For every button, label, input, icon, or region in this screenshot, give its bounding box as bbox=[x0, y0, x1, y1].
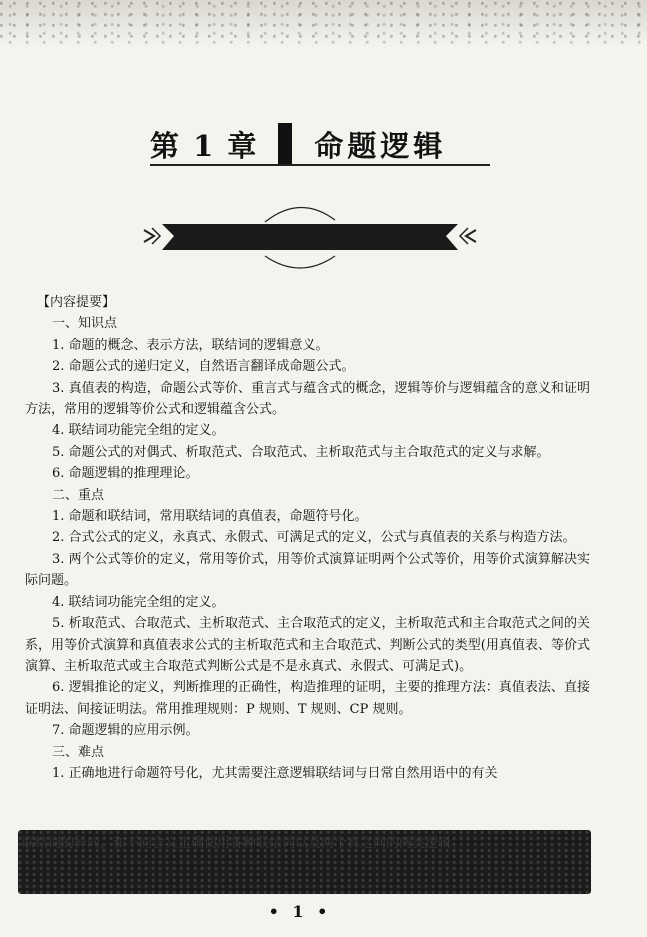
list-item: 5. 析取范式、合取范式、主析取范式、主合取范式的定义，主析取范式和主合取范式之间的关系，用等价式演算和真值表求公式的主析取范式和主合取范式、判断公式的类型(用真值表、等价式演算、主析取范式或主合取范式判断公式是不是永真式、永假式、可满足式)。 bbox=[25, 616, 590, 674]
list-item: 1. 命题的概念、表示方法，联结词的逻辑意义。 bbox=[52, 337, 329, 353]
summary-label: 【内容提要】 bbox=[37, 295, 116, 310]
list-item: 3. 真值表的构造，命题公式等价、重言式与蕴含式的概念，逻辑等价与逻辑蕴含的意义和证明方法，常用的逻辑等价公式和逻辑蕴含公式。 bbox=[25, 380, 590, 418]
list-item: 2. 合式公式的定义，永真式、永假式、可满足式的定义，公式与真值表的关系与构造方法。 bbox=[52, 530, 576, 546]
list-item: 7. 命题逻辑的应用示例。 bbox=[52, 723, 199, 739]
section-heading-difficulties: 三、难点 bbox=[52, 744, 105, 760]
list-item: 3. 两个公式等价的定义，常用等价式，用等价式演算证明两个公式等价，用等价式演算解决实际问题。 bbox=[25, 551, 590, 589]
chapter-title: 命题逻辑 bbox=[314, 128, 447, 163]
scan-noise-border bbox=[0, 0, 647, 46]
list-item: 2. 命题公式的递归定义，自然语言翻译成命题公式。 bbox=[52, 359, 355, 375]
list-item: 1. 命题和联结词，常用联结词的真值表，命题符号化。 bbox=[52, 509, 368, 525]
list-item: 5. 命题公式的对偶式、析取范式、合取范式、主析取范式与主合取范式的定义与求解。 bbox=[52, 444, 550, 460]
content-summary bbox=[25, 292, 590, 784]
decorative-banner bbox=[140, 200, 480, 272]
list-item: 6. 命题逻辑的推理理论。 bbox=[52, 466, 199, 482]
list-item: 1. 正确地进行命题符号化，尤其需要注意逻辑联结词与日常自然用语中的有关 bbox=[52, 765, 498, 781]
page-number: • 1 • bbox=[268, 902, 332, 921]
chapter-divider-bar bbox=[278, 123, 292, 165]
list-item: 6. 逻辑推论的定义，判断推理的正确性，构造推理的证明，主要的推理方法：真值表法、直接证明法、间接证明法。常用推理规则：P 规则、T 规则、CP 规则。 bbox=[25, 680, 590, 717]
chapter-underline bbox=[150, 164, 490, 166]
list-item: 4. 联结词功能完全组的定义。 bbox=[52, 594, 225, 610]
obscured-text-line: 联结词的异同，和不同含义正确使用各种联结词以及两个真之间的两类逻辑 bbox=[22, 836, 452, 851]
section-heading-knowledge: 一、知识点 bbox=[52, 316, 118, 332]
list-item: 4. 联结词功能完全组的定义。 bbox=[52, 423, 225, 439]
chapter-header bbox=[150, 122, 490, 166]
chapter-number: 第 1 章 bbox=[150, 128, 259, 163]
section-heading-key-points: 二、重点 bbox=[52, 487, 105, 503]
